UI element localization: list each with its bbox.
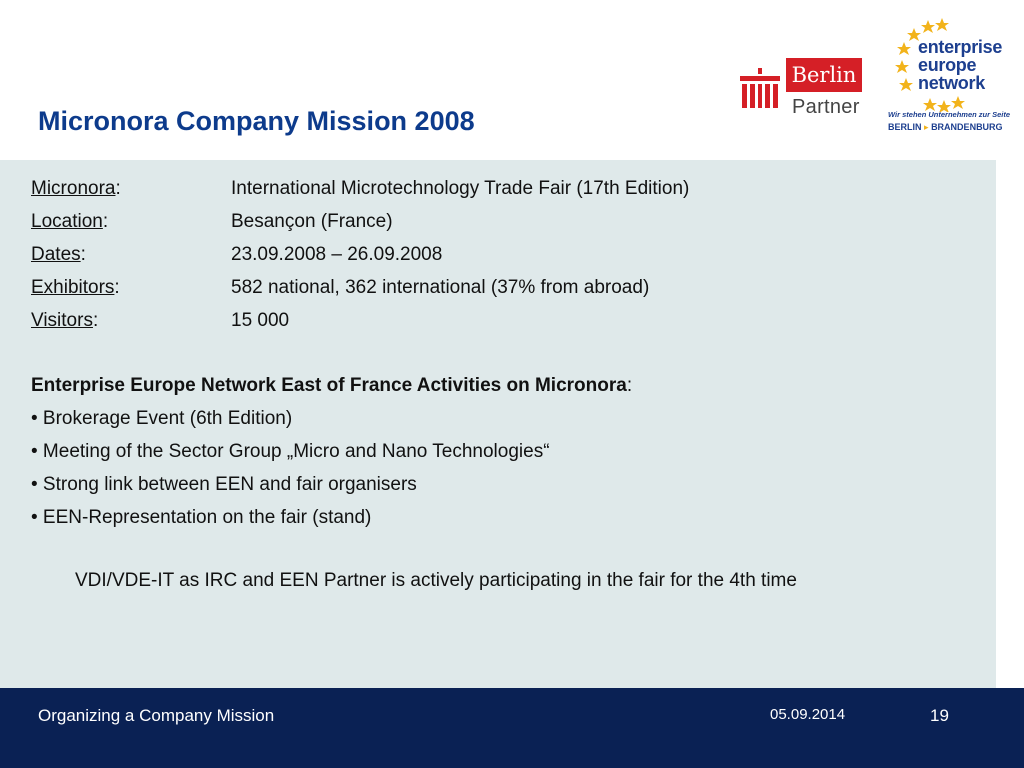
fact-row-exhibitors: Exhibitors: 582 national, 362 international (37% from abroad) [31,277,650,298]
fact-row-micronora: Micronora: International Microtechnology Trade Fair (17th Edition) [31,178,690,199]
brandenburg-gate-icon [738,68,782,110]
content-panel [0,160,996,688]
fact-value: 582 national, 362 international (37% from abroad) [231,277,650,298]
footer-bar [0,688,1024,768]
partner-label: Partner [792,96,860,118]
een-logo [888,16,1011,138]
fact-row-dates: Dates: 23.09.2008 – 26.09.2008 [31,244,443,265]
fact-value: 23.09.2008 – 26.09.2008 [231,244,443,265]
arrow-icon: ▸ [924,122,929,132]
fact-value: International Microtechnology Trade Fair (17th Edition) [231,178,690,199]
fact-label: Dates [31,244,81,265]
page-number: 19 [930,706,949,725]
fact-label: Visitors [31,310,93,331]
bullet-item: • Meeting of the Sector Group „Micro and Nano Technologies“ [31,441,550,462]
footer-date: 05.09.2014 [770,706,846,723]
fact-label: Micronora [31,178,116,199]
fact-label: Exhibitors [31,277,115,298]
een-region-left: BERLIN [888,122,922,132]
bullet-item: • Brokerage Event (6th Edition) [31,408,293,429]
bullet-item: • Strong link between EEN and fair organisers [31,474,417,495]
fact-label: Location [31,211,103,232]
activities-heading: Enterprise Europe Network East of France Activities on Micronora: [31,375,633,396]
slide-title: Micronora Company Mission 2008 [38,106,475,136]
een-tagline: Wir stehen Unternehmen zur Seite [888,110,1011,119]
fact-row-visitors: Visitors: 15 000 [31,310,290,331]
fact-row-location: Location: Besançon (France) [31,211,393,232]
berlin-label: Berlin [786,58,862,92]
een-region-right: BRANDENBURG [931,122,1003,132]
een-line-enterprise: enterprise [918,37,1003,57]
een-line-europe: europe [918,55,977,75]
een-region [888,122,1003,133]
een-line-network: network [918,73,985,93]
footer-title: Organizing a Company Mission [38,706,275,725]
bullet-item: • EEN-Representation on the fair (stand) [31,507,372,528]
berlin-partner-logo [738,58,864,124]
closing-statement: VDI/VDE-IT as IRC and EEN Partner is actively participating in the fair for the 4th time [75,570,797,591]
fact-value: Besançon (France) [231,211,393,232]
fact-value: 15 000 [231,310,290,331]
